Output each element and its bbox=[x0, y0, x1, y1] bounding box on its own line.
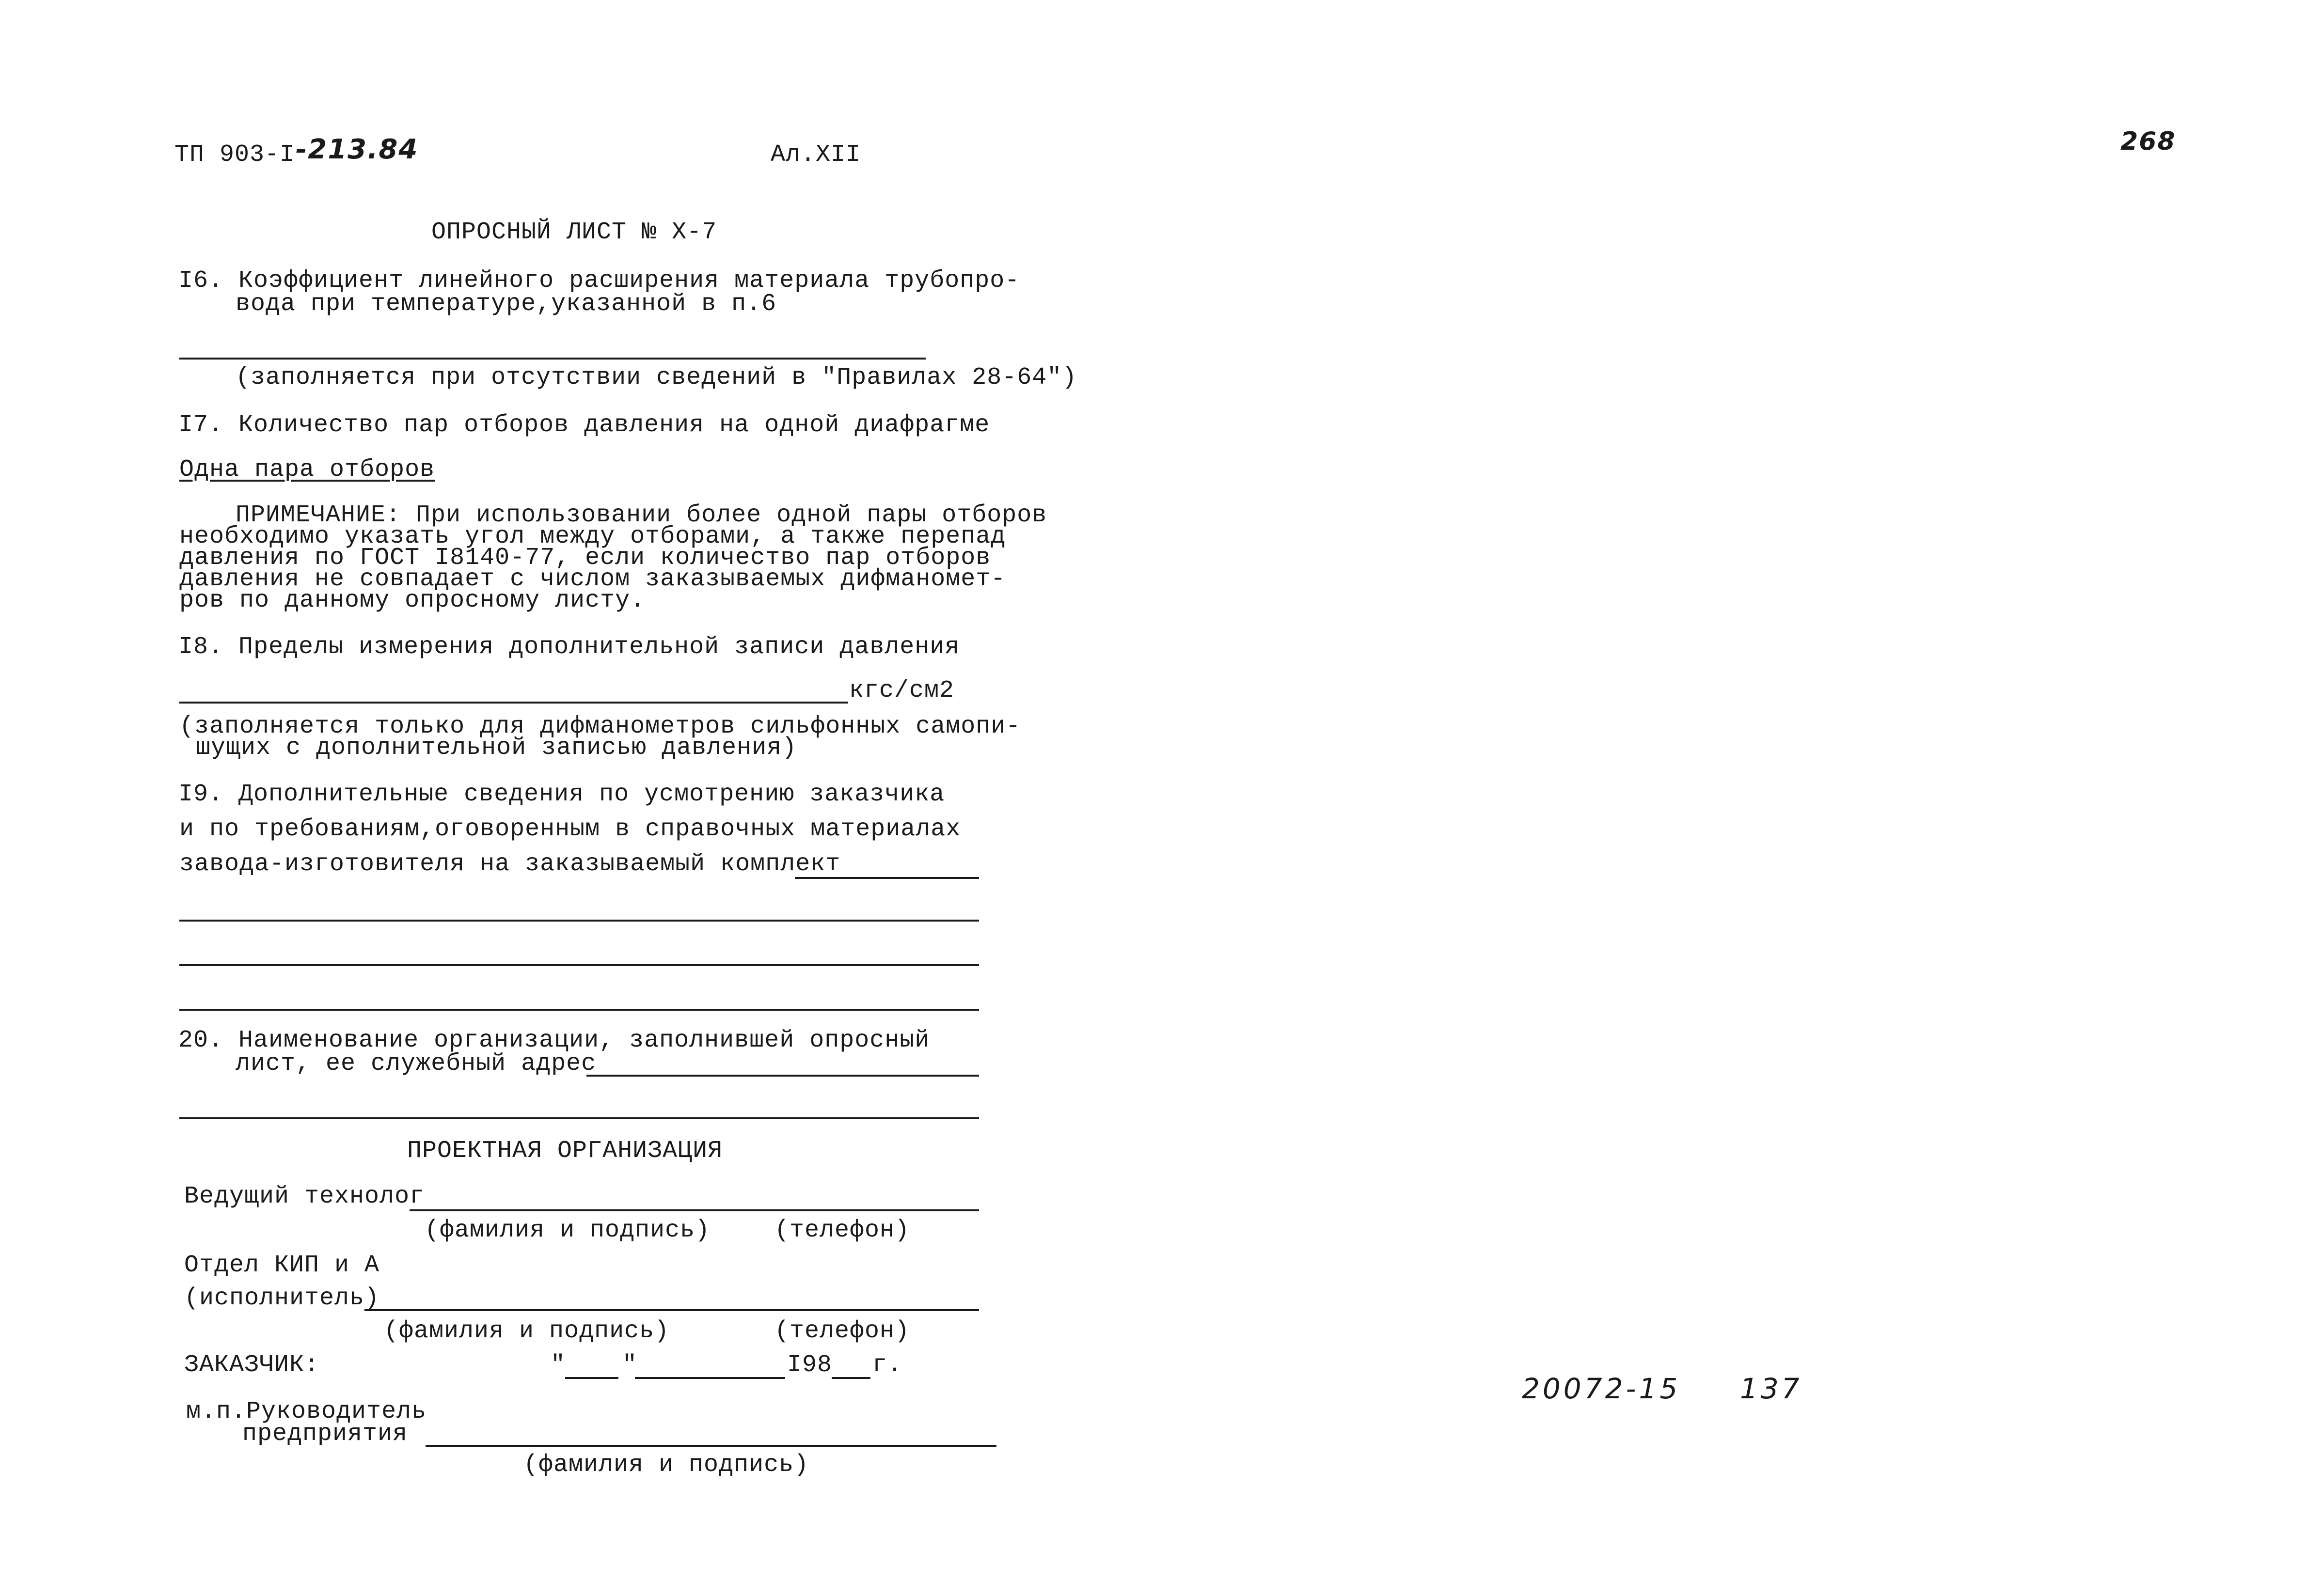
customer-label: ЗАКАЗЧИК: bbox=[184, 1351, 320, 1379]
item18-note-line1: (заполняется только для дифманометров сильфонных самопи- bbox=[179, 713, 1021, 740]
item16-line2: вода при температуре,указанной в п.6 bbox=[236, 290, 777, 318]
item19-line2: и по требованиям,оговоренным в справочных материалах bbox=[179, 815, 961, 843]
item17-note-line2: необходимо указать угол между отборами, а также перепад bbox=[179, 523, 1006, 550]
dept-caption-phone: (телефон) bbox=[774, 1317, 910, 1345]
org-title: ПРОЕКТНАЯ ОРГАНИЗАЦИЯ bbox=[407, 1137, 723, 1165]
item20-line2: лист, ее служебный адрес bbox=[236, 1050, 597, 1078]
item20-line1: 20. Наименование организации, заполнившей опросный bbox=[178, 1027, 930, 1054]
dept-label: Отдел КИП и А bbox=[184, 1252, 380, 1279]
head-label-line1: м.п.Руководитель bbox=[186, 1398, 427, 1425]
lead-tech-caption-phone: (телефон) bbox=[774, 1217, 910, 1244]
date-year-suffix: г. bbox=[872, 1351, 903, 1379]
item19-answer-line-3 bbox=[179, 964, 979, 966]
item18-label: I8. Пределы измерения дополнительной записи давления bbox=[178, 633, 960, 661]
lead-tech-line bbox=[410, 1209, 979, 1211]
item19-answer-line-4 bbox=[179, 1009, 979, 1011]
head-label-line2: предприятия bbox=[242, 1420, 408, 1448]
item19-answer-line-2 bbox=[179, 920, 979, 922]
head-signature-line bbox=[426, 1445, 996, 1447]
item19-line3: завода-изготовителя на заказываемый комплект bbox=[179, 850, 841, 878]
item18-answer-line bbox=[179, 702, 848, 704]
album-label: Ал.XII bbox=[771, 141, 861, 169]
date-day-blank bbox=[565, 1377, 618, 1379]
item18-note-line2: шущих с дополнительной записью давления) bbox=[196, 734, 797, 762]
form-title: ОПРОСНЫЙ ЛИСТ № Х-7 bbox=[431, 219, 717, 246]
item16-note: (заполняется при отсутствии сведений в "Правилах 28-64") bbox=[236, 364, 1077, 391]
lead-tech-label: Ведущий технолог bbox=[184, 1183, 425, 1210]
footer-code-handwritten: 20072-15 bbox=[1522, 1372, 1681, 1405]
item17-note-line4: давления не совпадает с числом заказываемых дифманомет- bbox=[179, 565, 1006, 593]
date-year-blank bbox=[832, 1377, 870, 1379]
item20-answer-line-2 bbox=[179, 1117, 979, 1119]
item17-note-line3: давления по ГОСТ I8140-77, если количество пар отборов bbox=[179, 544, 991, 572]
item17-answer: Одна пара отборов bbox=[179, 456, 435, 484]
page-number: 268 bbox=[2120, 127, 2176, 156]
item20-answer-line-1 bbox=[586, 1075, 979, 1077]
date-month-blank bbox=[635, 1377, 785, 1379]
item16-answer-line bbox=[179, 358, 926, 360]
doc-code-printed: ТП 903-I bbox=[174, 141, 295, 169]
item17-note-line1: ПРИМЕЧАНИЕ: При использовании более одной пары отборов bbox=[236, 501, 1047, 529]
item19-answer-line-1 bbox=[795, 877, 979, 879]
dept-line bbox=[364, 1309, 979, 1311]
date-open-quote: " bbox=[551, 1351, 566, 1379]
dept-caption-name: (фамилия и подпись) bbox=[384, 1317, 670, 1345]
date-year: I98 bbox=[787, 1351, 833, 1379]
date-close-quote: " bbox=[622, 1351, 638, 1379]
doc-code-handwritten: -213.84 bbox=[296, 134, 419, 165]
dept-executor-label: (исполнитель) bbox=[184, 1284, 380, 1312]
lead-tech-caption-name: (фамилия и подпись) bbox=[425, 1217, 711, 1244]
item16-line1: I6. Коэффициент линейного расширения материала трубопро- bbox=[178, 267, 1020, 295]
head-caption-name: (фамилия и подпись) bbox=[523, 1451, 809, 1479]
footer-number-handwritten: 137 bbox=[1740, 1372, 1802, 1405]
item17-label: I7. Количество пар отборов давления на одной диафрагме bbox=[178, 411, 990, 439]
item18-unit: кгс/см2 bbox=[849, 677, 955, 704]
item17-note-line5: ров по данному опросному листу. bbox=[179, 587, 646, 614]
item19-line1: I9. Дополнительные сведения по усмотрению заказчика bbox=[178, 781, 945, 808]
